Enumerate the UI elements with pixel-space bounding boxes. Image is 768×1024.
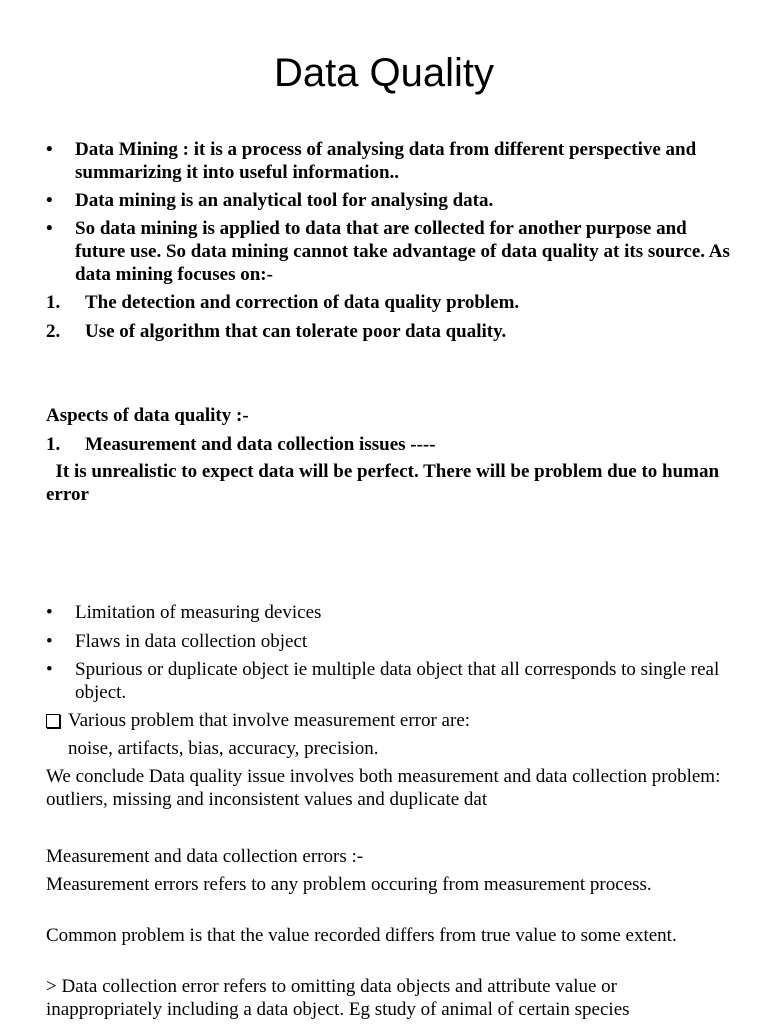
- page-title: Data Quality: [273, 51, 495, 95]
- list-item: [46, 217, 736, 286]
- checkbox-text: Various problem that involve measurement error are:: [68, 710, 471, 731]
- error-type-list: noise, artifacts, bias, accuracy, precision.: [68, 738, 379, 759]
- bullet-text: Spurious or duplicate object ie multiple data object that all corresponds to single real object.: [75, 659, 720, 703]
- list-item: [46, 630, 736, 653]
- bullet-text: Flaws in data collection object: [75, 631, 308, 652]
- checkbox-item: [46, 709, 736, 732]
- paragraph: > Data collection error refers to omitting data objects and attribute value or inappropriately including a data object. Eg study of animal of certain species: [46, 976, 630, 1020]
- bullet-icon: •: [46, 602, 53, 623]
- paragraph: Measurement errors refers to any problem occuring from measurement process.: [46, 874, 652, 895]
- item-number: 1.: [46, 292, 61, 313]
- bullet-text: Data Mining : it is a process of analysing data from different perspective and summarizing it into useful information..: [75, 139, 697, 183]
- item-text: Use of algorithm that can tolerate poor data quality.: [85, 321, 507, 342]
- item-text: Measurement and data collection issues ----: [85, 434, 436, 455]
- list-item: [46, 658, 736, 704]
- list-item: [46, 138, 736, 184]
- bullet-icon: •: [46, 190, 53, 211]
- bullet-text: Data mining is an analytical tool for analysing data.: [75, 190, 494, 211]
- conclusion-paragraph: We conclude Data quality issue involves both measurement and data collection problem: outliers, missing and inconsistent values and duplicate dat: [46, 766, 721, 810]
- note-paragraph: It is unrealistic to expect data will be perfect. There will be problem due to human error: [46, 461, 724, 505]
- bullet-icon: •: [46, 139, 53, 160]
- numbered-item: [46, 291, 736, 314]
- bullet-icon: •: [46, 659, 53, 680]
- section-heading: Aspects of data quality :-: [46, 405, 249, 426]
- section-heading: Measurement and data collection errors :-: [46, 846, 364, 867]
- item-number: 2.: [46, 321, 61, 342]
- list-item: [46, 189, 736, 212]
- list-item: [46, 601, 736, 624]
- numbered-item: [46, 320, 736, 343]
- item-number: 1.: [46, 434, 61, 455]
- bullet-icon: •: [46, 631, 53, 652]
- bullet-icon: •: [46, 218, 53, 239]
- checkbox-icon: [46, 714, 60, 728]
- item-text: The detection and correction of data quality problem.: [85, 292, 520, 313]
- numbered-item: [46, 433, 736, 456]
- paragraph: Common problem is that the value recorded differs from true value to some extent.: [46, 925, 677, 946]
- bullet-text: Limitation of measuring devices: [75, 602, 322, 623]
- bullet-text: So data mining is applied to data that are collected for another purpose and future use. So data mining cannot take advantage of data quality at its source. As data mining focuses on:-: [75, 218, 730, 285]
